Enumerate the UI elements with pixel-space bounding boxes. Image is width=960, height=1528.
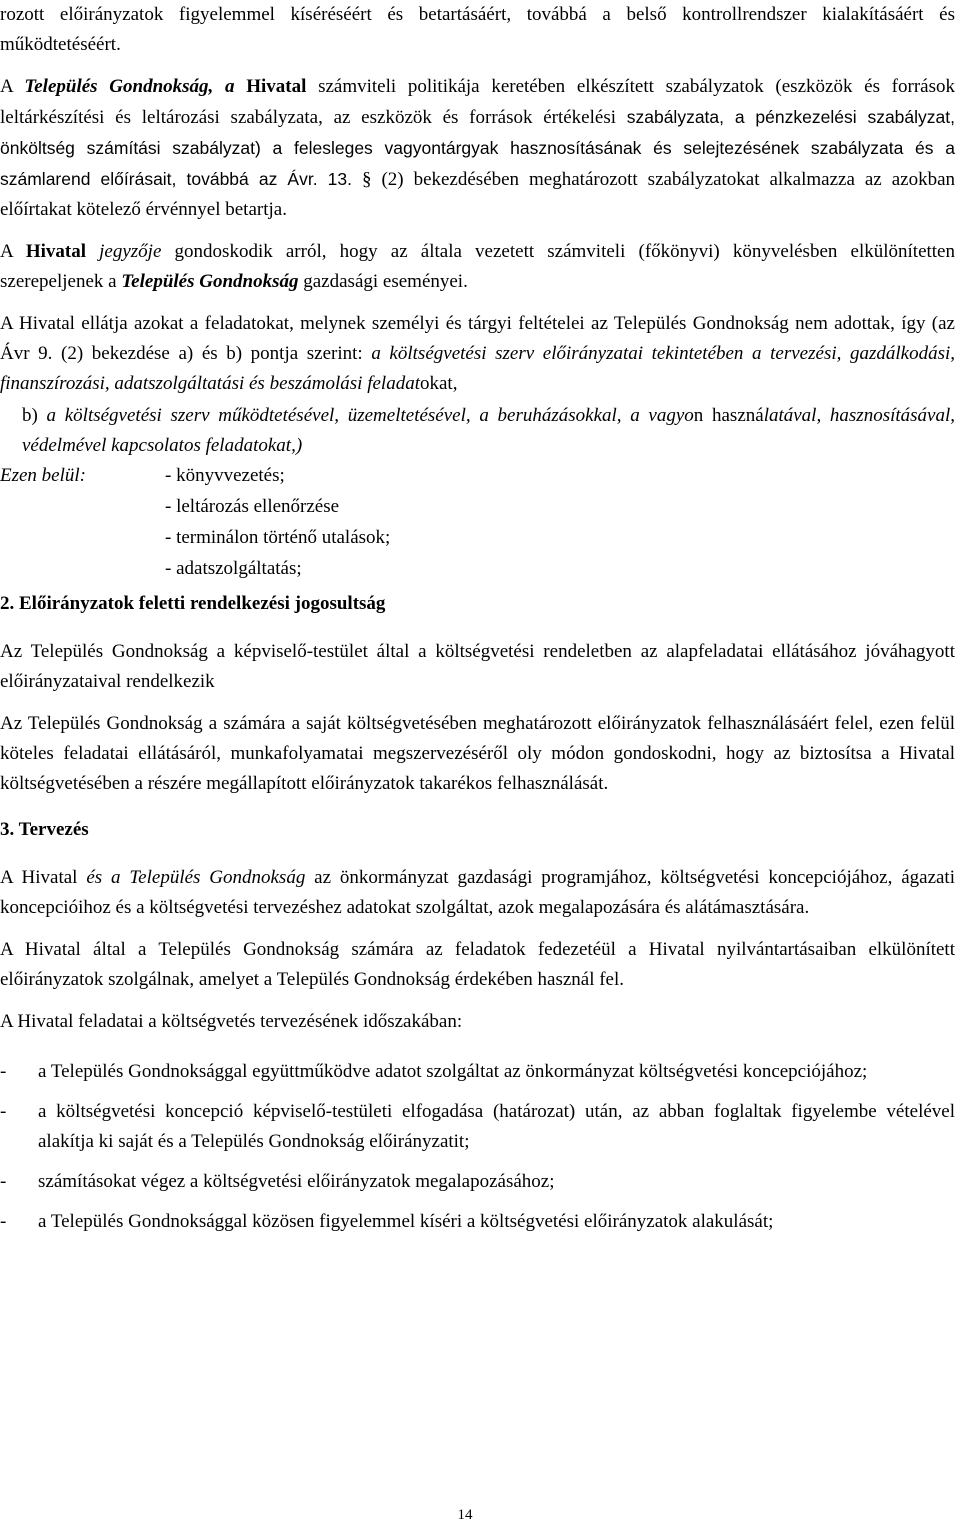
tervezes-task-list [0, 1057, 955, 1237]
list-item [0, 1167, 955, 1197]
intro-paragraph-2 [0, 237, 955, 297]
text-run: A Hivatal ellátja azokat a feladatokat, melynek személyi és tárgyi feltételei az Település Gondnokság nem adottak, így (az Ávr 9. (2) bekezdése a) és b) pontja szerint: [0, 313, 955, 364]
list-item-text: a költségvetési koncepció képviselő-testületi elfogadása (határozat) után, az abban foglaltak figyelembe vételével alakítja ki saját és a Település Gondnokság előirányzatit; [38, 1101, 955, 1152]
text-run-italic: a költségvetési szerv előirányzatai tekintetében a tervezési, gazdálkodási, finanszírozási, adatszolgáltatási és beszámolási feladat [0, 343, 956, 394]
list-item [0, 1057, 955, 1087]
text-run-bold-italic: Település Gondnokság, a [24, 76, 235, 97]
list-item: - leltározás ellenőrzése [165, 496, 340, 517]
text-run: az önkormányzat gazdasági programjához, költségvetési koncepciójához, ágazati koncepcióihoz és a költségvetési tervezéshez adatokat szolgáltat, azok megalapozására és alátámasztására. [0, 867, 955, 918]
section-3-heading: 3. Tervezés [0, 819, 89, 840]
list-item: - terminálon történő utalások; [165, 527, 391, 548]
text-run-bold: Hivatal [234, 76, 307, 97]
list-item [0, 1097, 955, 1157]
dash-bullet: - [0, 1061, 7, 1082]
intro-paragraph-1 [0, 72, 955, 225]
dash-bullet: - [0, 1171, 7, 1192]
section-3-paragraph-1 [0, 863, 955, 923]
intro-paragraph-3 [0, 309, 955, 399]
list-item-text: számításokat végez a költségvetési előirányzatok megalapozásához; [38, 1171, 555, 1192]
dash-bullet: - [0, 1211, 7, 1232]
text-run-italic: a költségvetési szerv működtetésével, üzemeltetésével, a beruházásokkal, a vagyo [46, 405, 694, 426]
text-run: A [0, 76, 25, 97]
intro-paragraph-0: rozott előirányzatok figyelemmel kíséréséért és betartásáért, továbbá a belső kontrollrendszer kialakításáért és működtetéséért. [0, 4, 955, 55]
text-run: n haszná [693, 405, 764, 426]
list-item-text: a Település Gondnoksággal együttműködve adatot szolgáltat az önkormányzat költségvetési koncepciójához; [38, 1061, 868, 1082]
ezen-belul-list [165, 461, 390, 585]
list-item: - adatszolgáltatás; [165, 558, 302, 579]
list-item [0, 1207, 955, 1237]
text-run: gazdasági eseményei. [298, 271, 468, 292]
dash-bullet: - [0, 1101, 7, 1122]
list-item: - könyvvezetés; [165, 465, 285, 486]
text-run-italic: jegyzője [86, 241, 162, 262]
intro-paragraph-4 [0, 401, 955, 461]
text-run: (2) bekezdésében meghatározott szabályzatokat alkalmazza az azokban előírtakat kötelező érvénnyel betartja. [0, 169, 956, 220]
section-sign-icon: § [361, 169, 372, 190]
text-run-sans: szabályzata, a pénzkezelési szabályzat, önköltség számítási szabályzat) a felesleges vagyontárgyak hasznosításának és selejtezésének szabályzata és a számlarend előírásait, továbbá az Ávr. 13. [0, 107, 955, 189]
text-run-italic: és a Település Gondnokság [86, 867, 306, 888]
section-2-paragraph-2: Az Település Gondnokság a számára a saját költségvetésében meghatározott előirányzatok felhasználásáért felel, ezen felül köteles feladatai ellátásáról, munkafolyamatai megszervezéséről oly módon gondoskodni, hogy az biztosítsa a Hivatal költségvetésében a részére megállapított előirányzatok takarékos felhasználását. [0, 713, 955, 794]
ezen-belul-label: Ezen belül: [0, 465, 87, 486]
text-run-bold-italic: Település Gondnokság [121, 271, 299, 292]
text-run: gondoskodik arról, hogy az általa vezetett számviteli (főkönyvi) könyvelésben elkülönítetten szerepeljenek a [0, 241, 955, 292]
text-run: okat, [419, 373, 458, 394]
text-run: A Hivatal [0, 867, 87, 888]
text-run: A [0, 241, 26, 262]
page-number: 14 [457, 1507, 473, 1523]
section-3-paragraph-3: A Hivatal feladatai a költségvetés tervezésének időszakában: [0, 1011, 463, 1032]
section-2-heading: 2. Előirányzatok feletti rendelkezési jogosultság [0, 593, 386, 614]
section-2-paragraph-1: Az Település Gondnokság a képviselő-testület által a költségvetési rendeletben az alapfeladatai ellátásához jóváhagyott előirányzataival rendelkezik [0, 641, 955, 692]
ezen-belul-block [0, 461, 955, 585]
text-run: számviteli politikája keretében elkészített szabályzatok (eszközök és források leltárkészítési és leltározási szabályzata, az eszközök és források értékelési [0, 76, 955, 128]
text-run-bold: Hivatal [25, 241, 86, 262]
section-3-paragraph-2: A Hivatal által a Település Gondnokság számára az feladatok fedezetéül a Hivatal nyilvántartásaiban elkülönített előirányzatok szolgálnak, amelyet a Település Gondnokság érdekében használ fel. [0, 939, 955, 990]
text-run: b) [22, 405, 47, 426]
text-run-italic: latával, hasznosításával, védelmével kapcsolatos feladatokat,) [22, 405, 955, 456]
list-item-text: a Település Gondnoksággal közösen figyelemmel kíséri a költségvetési előirányzatok alakulását; [38, 1211, 774, 1232]
